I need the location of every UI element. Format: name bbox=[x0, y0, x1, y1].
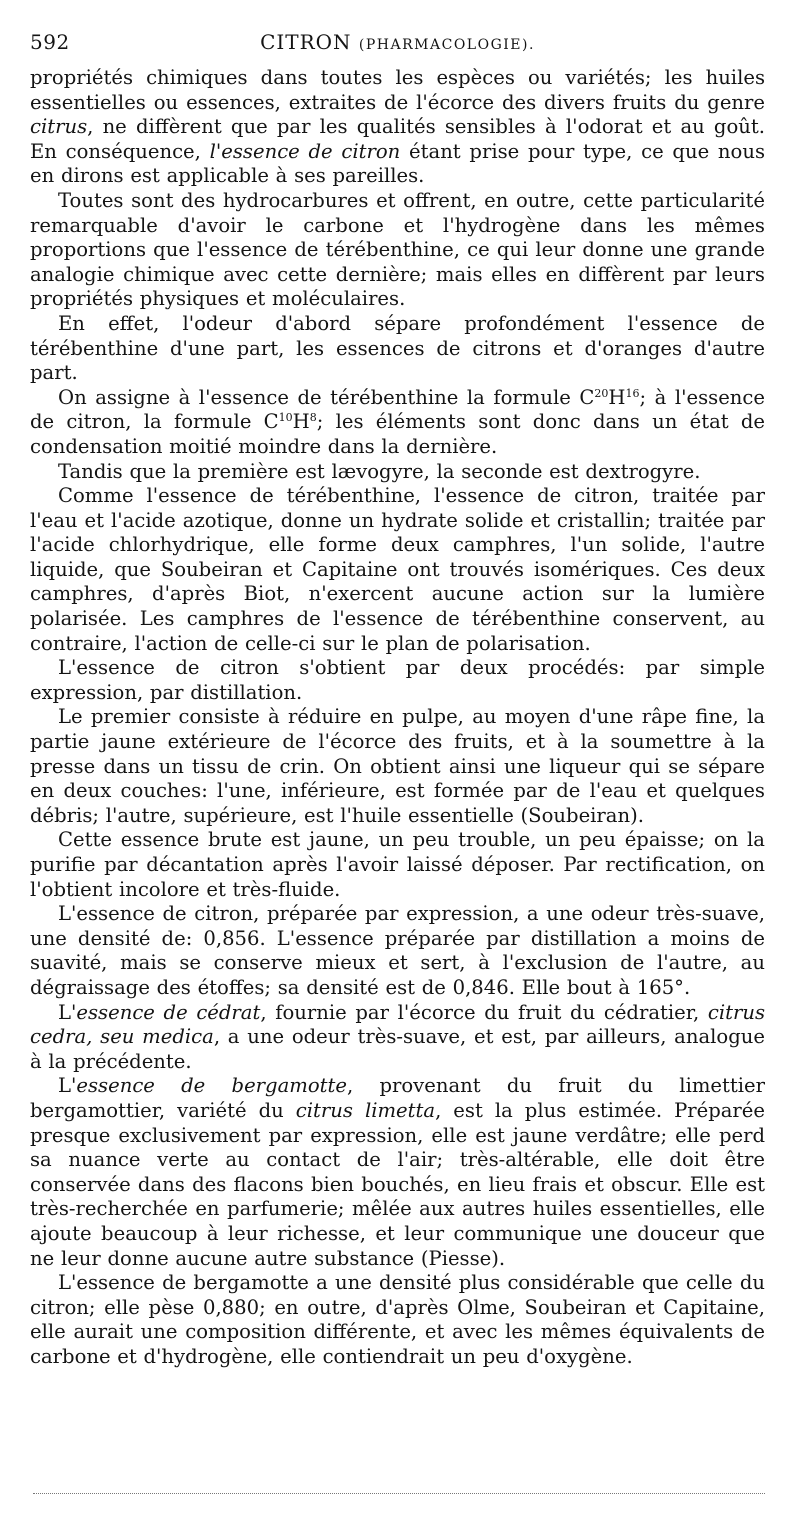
text-run: En effet, l'odeur d'abord sépare profondément l'essence de térébenthine d'une part, les essences de citrons et d'oranges d'autre part. bbox=[30, 311, 765, 385]
paragraph bbox=[30, 312, 765, 386]
text-run: étant prise pour type, ce que nous en dirons est applicable à ses pareilles. bbox=[30, 139, 766, 188]
text-run: , est la plus estimée. Préparée presque exclusivement par expression, elle est jaune verdâtre; elle perd sa nuance verte au contact de l'air; très-altérable, elle doit être conservée dans des flacons bien bouchés, en lieu frais et obscur. Elle est très-recherchée en parfumerie; mêlée aux autres huiles essentielles, elle ajoute beaucoup à leur richesse, et leur communique une douceur que ne leur donne aucune autre substance (Piesse). bbox=[30, 1098, 765, 1270]
text-run: Comme l'essence de térébenthine, l'essence de citron, traitée par l'eau et l'acide azotique, donne un hydrate solide et cristallin; traitée par l'acide chlorhydrique, elle forme deux camphres, l'un solide, l'autre liquide, que Soubeiran et Capitaine ont trouvés isomériques. Ces deux camphres, d'après Biot, n'exercent aucune action sur la lumière polarisée. Les camphres de l'essence de térébenthine conservent, au contraire, l'action de celle-ci sur le plan de polarisation. bbox=[30, 484, 765, 655]
text-run: ; les éléments sont donc dans un état de condensation moitié moindre dans la dernière. bbox=[30, 410, 766, 458]
page-number: 592 bbox=[30, 30, 70, 54]
text-run: , ne diffèrent que par les qualités sensibles à l'odorat et au goût. En conséquence, bbox=[30, 115, 765, 163]
italic-text: essence de bergamotte bbox=[76, 1074, 347, 1098]
paragraph bbox=[30, 1271, 765, 1369]
text-run: On assigne à l'essence de térébenthine la formule C bbox=[58, 385, 595, 409]
formula-subscript: 8 bbox=[309, 411, 317, 425]
text-body bbox=[30, 66, 765, 1369]
text-run: ; à l'essence de citron, la formule C bbox=[30, 385, 765, 434]
paragraph bbox=[30, 656, 765, 705]
running-title-subtitle: (PHARMACOLOGIE). bbox=[358, 37, 535, 53]
running-header bbox=[30, 30, 765, 60]
formula-subscript: 10 bbox=[278, 411, 293, 425]
italic-text: l'essence de citron bbox=[209, 139, 401, 163]
text-run: L' bbox=[58, 1000, 77, 1024]
text-run: L'essence de citron, préparée par expression, a une odeur très-suave, une densité de: 0,856. L'essence préparée par distillation a moins de suavité, mais se conserve mieux et sert, à l'exclusion de l'autre, au dégraissage des étoffes; sa densité est de 0,846. Elle bout à 165°. bbox=[30, 902, 765, 999]
text-run: , fournie par l'écorce du fruit du cédratier, bbox=[260, 1000, 708, 1024]
italic-text: essence de cédrat bbox=[76, 1000, 261, 1024]
text-run: L' bbox=[58, 1074, 77, 1098]
paragraph bbox=[30, 460, 765, 485]
text-run: H bbox=[292, 410, 310, 434]
italic-text: citrus bbox=[30, 115, 88, 139]
text-run: L'essence de citron s'obtient par deux procédés: par simple expression, par distillation. bbox=[30, 656, 765, 704]
paragraph bbox=[30, 705, 765, 828]
running-title bbox=[30, 30, 765, 54]
text-run: propriétés chimiques dans toutes les espèces ou variétés; les huiles essentielles ou essences, extraites de l'écorce des divers fruits du genre bbox=[30, 66, 765, 114]
page bbox=[30, 30, 765, 1369]
text-run: , a une odeur très-suave, et est, par ailleurs, analogue à la précédente. bbox=[30, 1025, 765, 1073]
paragraph bbox=[30, 1001, 765, 1075]
text-run: Cette essence brute est jaune, un peu trouble, un peu épaisse; on la purifie par décantation après l'avoir laissé déposer. Par rectification, on l'obtient incolore et très-fluide. bbox=[30, 828, 765, 901]
footer-rule bbox=[33, 1493, 765, 1494]
text-run: L'essence de bergamotte a une densité plus considérable que celle du citron; elle pèse 0,880; en outre, d'après Olme, Soubeiran et Capitaine, elle aurait une composition différente, et avec les mêmes équivalents de carbone et d'hydrogène, elle contiendrait un peu d'oxygène. bbox=[30, 1271, 765, 1368]
text-run: Toutes sont des hydrocarbures et offrent, en outre, cette particularité remarquable d'avoir le carbone et l'hydrogène dans les mêmes proportions que l'essence de térébenthine, ce qui leur donne une grande analogie chimique avec cette dernière; mais elles en diffèrent par leurs propriétés physiques et moléculaires. bbox=[30, 188, 765, 311]
paragraph bbox=[30, 828, 765, 902]
formula-subscript: 16 bbox=[625, 386, 640, 400]
paragraph bbox=[30, 484, 765, 656]
paragraph bbox=[30, 902, 765, 1000]
text-run: Le premier consiste à réduire en pulpe, au moyen d'une râpe fine, la partie jaune extérieure de l'écorce des fruits, et à la soumettre à la presse dans un tissu de crin. On obtient ainsi une liqueur qui se sépare en deux couches: l'une, inférieure, est formée par de l'eau et quelques débris; l'autre, supérieure, est l'huile essentielle (Soubeiran). bbox=[30, 705, 765, 827]
italic-text: citrus cedra, seu medica bbox=[30, 1000, 765, 1049]
paragraph bbox=[30, 66, 765, 189]
formula-subscript: 20 bbox=[594, 386, 609, 400]
paragraph bbox=[30, 386, 765, 460]
paragraph bbox=[30, 1074, 765, 1271]
paragraph bbox=[30, 189, 765, 312]
text-run: Tandis que la première est lævogyre, la seconde est dextrogyre. bbox=[58, 459, 701, 483]
running-title-main: CITRON bbox=[260, 30, 352, 54]
text-run: H bbox=[608, 385, 626, 409]
text-run: , provenant du fruit du limettier bergamottier, variété du bbox=[30, 1074, 765, 1122]
italic-text: citrus limetta bbox=[295, 1098, 436, 1122]
